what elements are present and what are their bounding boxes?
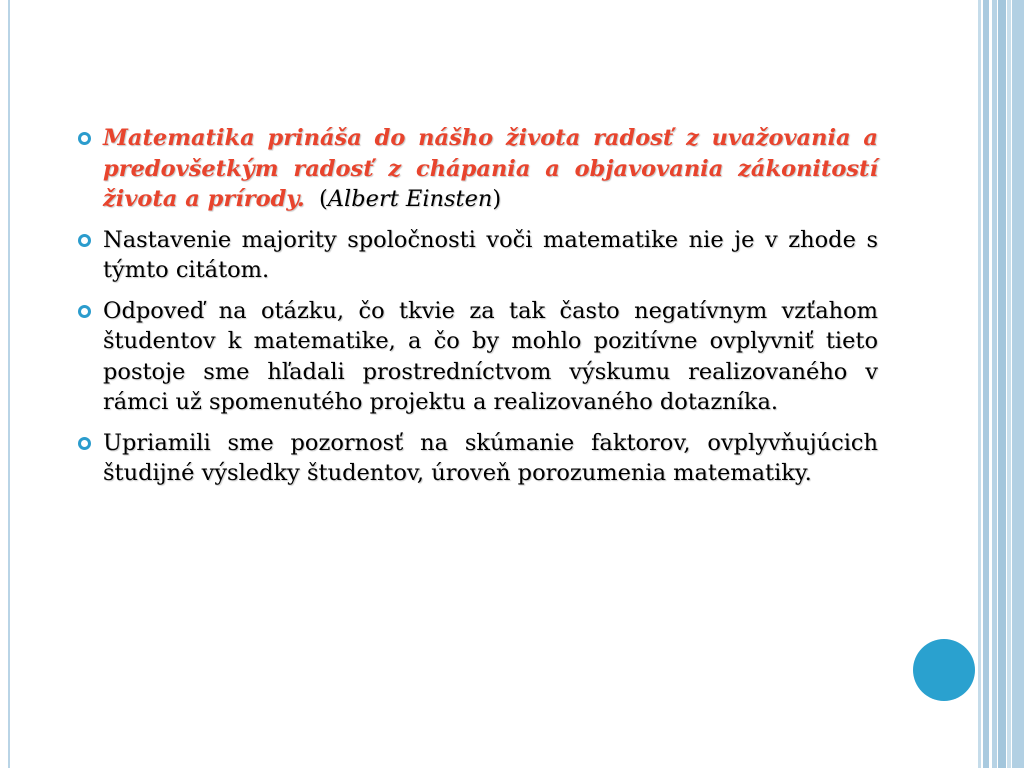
bullet-text: Upriamili sme pozornosť na skúmanie faktorov, ovplyvňujúcich študijné výsledky študentov, úroveň porozumenia matematiky. (103, 429, 878, 486)
quote-author: Albert Einsten (327, 186, 493, 212)
left-border-line (8, 0, 10, 768)
bullet-list (78, 123, 878, 499)
right-stripe (978, 0, 981, 768)
decorative-circle (913, 639, 975, 701)
bullet-icon (78, 132, 91, 145)
bullet-icon (78, 437, 91, 450)
bullet-item-focus (78, 428, 878, 489)
right-stripe (1007, 0, 1011, 768)
right-stripe (992, 0, 997, 768)
right-stripe (1012, 0, 1024, 768)
bullet-item-quote (78, 123, 878, 215)
bullet-item-answer (78, 296, 878, 418)
quote-period: . (296, 186, 305, 212)
bullet-icon (78, 305, 91, 318)
bullet-item-majority (78, 225, 878, 286)
right-stripe (983, 0, 989, 768)
author-close-paren: ) (492, 186, 502, 212)
author-open-paren: ( (304, 186, 328, 212)
bullet-text: Nastavenie majority spoločnosti voči matematike nie je v zhode s týmto citátom. (103, 226, 878, 283)
bullet-text: Odpoveď na otázku, čo tkvie za tak často negatívnym vzťahom študentov k matematike, a čo by mohlo pozitívne ovplyvniť tieto postoje sme hľadali prostredníctvom výskumu realizovaného v rámci už spomenutého projektu a realizovaného dotazníka. (103, 297, 878, 415)
einstein-quote: Matematika prináša do nášho života radosť z uvažovania a predovšetkým radosť z chápania a objavovania zákonitostí života a prírody (103, 125, 878, 212)
right-stripe (998, 0, 1006, 768)
bullet-icon (78, 234, 91, 247)
